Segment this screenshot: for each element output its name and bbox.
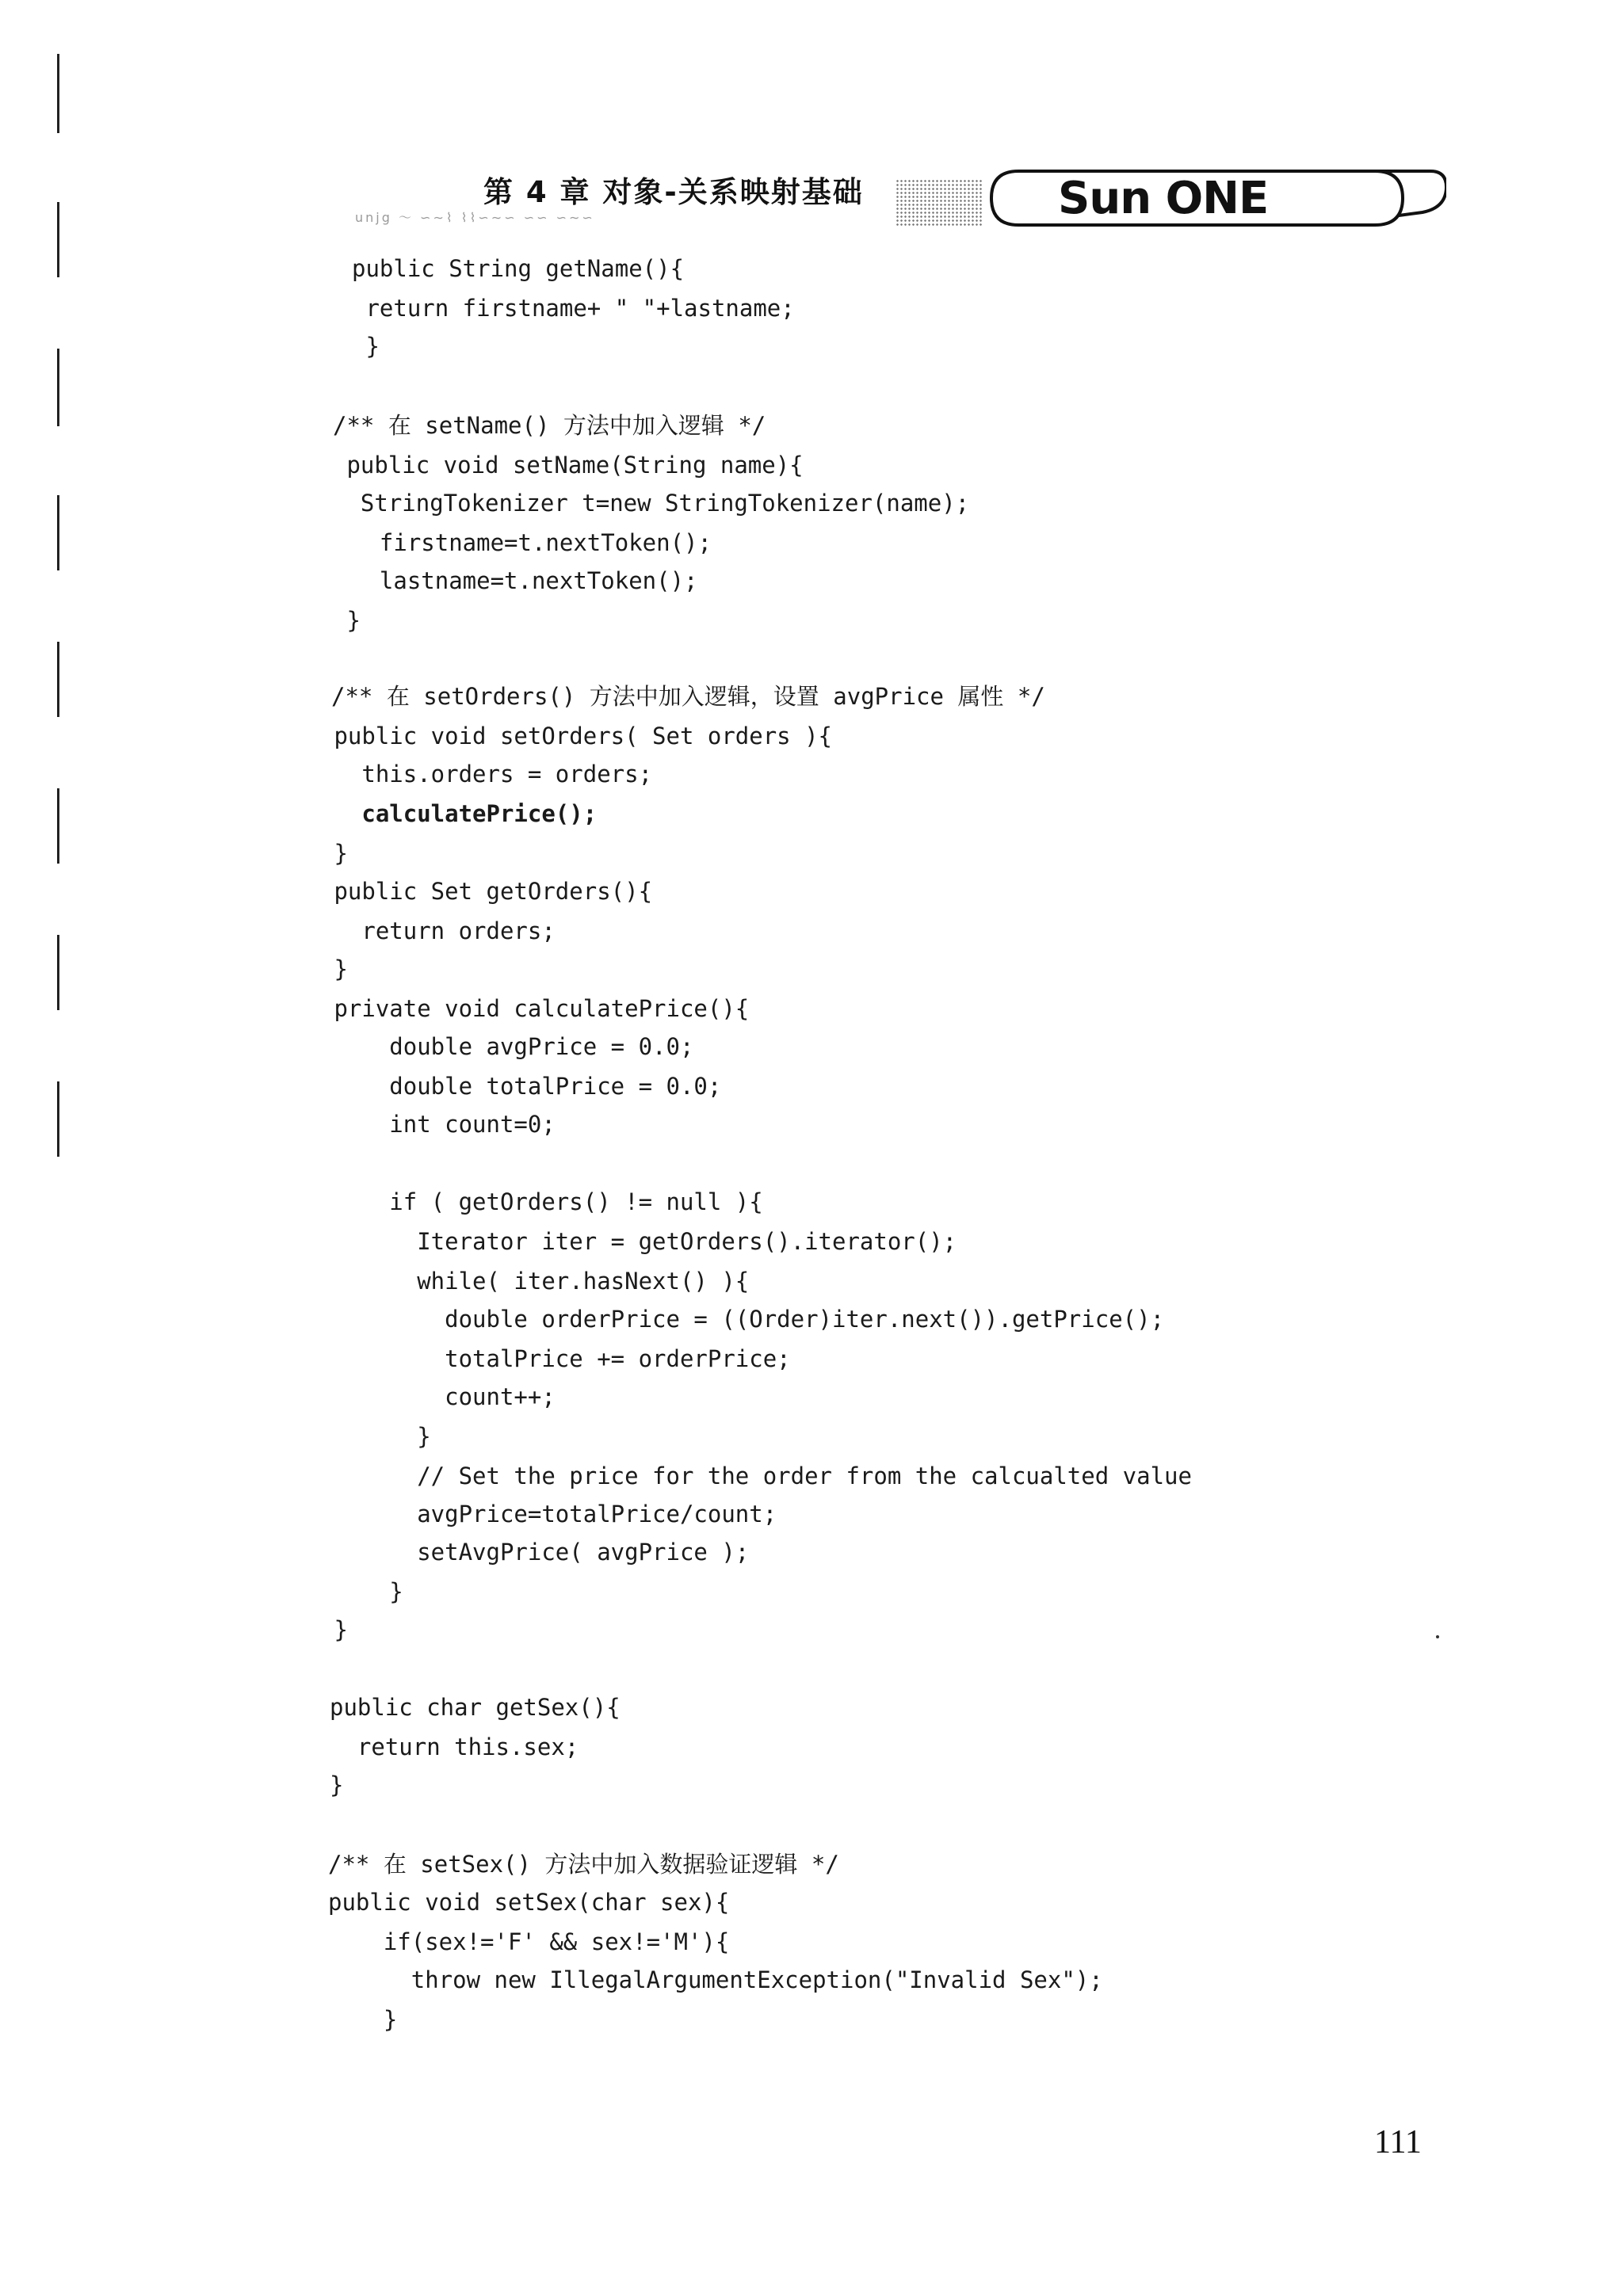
code-line: double orderPrice = ((Order)iter.next()).getPrice(); xyxy=(320,1306,1165,1333)
binding-mark xyxy=(57,54,59,133)
code-line: } xyxy=(320,840,348,867)
code-line: private void calculatePrice(){ xyxy=(320,995,750,1022)
code-line: this.orders = orders; xyxy=(320,761,653,788)
code-line: public Set getOrders(){ xyxy=(320,878,653,905)
code-line: } xyxy=(320,1616,348,1643)
code-line: lastname=t.nextToken(); xyxy=(352,567,698,594)
code-line: return this.sex; xyxy=(330,1733,579,1760)
code-line: double avgPrice = 0.0; xyxy=(320,1033,694,1060)
code-line: public char getSex(){ xyxy=(330,1694,621,1721)
binding-mark xyxy=(57,495,59,570)
sun-one-logo xyxy=(971,166,1446,230)
code-line: } xyxy=(328,2006,398,2033)
code-line: int count=0; xyxy=(320,1111,556,1138)
code-line: // Set the price for the order from the calcualted value xyxy=(320,1463,1192,1489)
scan-speck xyxy=(1436,1635,1439,1638)
code-line: Iterator iter = getOrders().iterator(); xyxy=(320,1228,957,1255)
code-line: while( iter.hasNext() ){ xyxy=(320,1268,750,1295)
binding-mark xyxy=(57,202,59,277)
logo-text: Sun ONE xyxy=(1058,173,1269,224)
binding-mark xyxy=(57,788,59,864)
code-line: public void setOrders( Set orders ){ xyxy=(320,723,833,749)
code-line: avgPrice=totalPrice/count; xyxy=(320,1501,777,1527)
code-line: firstname=t.nextToken(); xyxy=(352,529,712,556)
code-line: } xyxy=(333,607,361,634)
header-dither-pattern xyxy=(896,179,983,227)
code-line: } xyxy=(320,1578,403,1605)
code-line: public void setName(String name){ xyxy=(333,452,804,479)
chapter-title: 第 4 章 对象-关系映射基础 xyxy=(483,175,864,209)
binding-mark xyxy=(57,1081,59,1157)
code-line: totalPrice += orderPrice; xyxy=(320,1345,791,1372)
code-line: setAvgPrice( avgPrice ); xyxy=(320,1539,750,1566)
page-number: 111 xyxy=(1374,2124,1422,2161)
code-line: } xyxy=(320,955,348,982)
header-scan-noise: unjg ～ ∽∼⌇ ⌇⌇∽∼∽ ∽∽ ∽∼∽ xyxy=(355,210,595,225)
code-line: return firstname+ " "+lastname; xyxy=(352,295,795,322)
code-line: StringTokenizer t=new StringTokenizer(name); xyxy=(333,490,970,517)
code-line: public void setSex(char sex){ xyxy=(328,1889,730,1916)
code-line: } xyxy=(330,1772,344,1798)
binding-mark xyxy=(57,642,59,717)
code-line: } xyxy=(352,333,380,360)
code-line: /** 在 setName() 方法中加入逻辑 */ xyxy=(333,412,766,439)
binding-mark xyxy=(57,349,59,426)
code-line: public String getName(){ xyxy=(352,255,685,282)
code-line: if ( getOrders() != null ){ xyxy=(320,1188,763,1215)
code-line: return orders; xyxy=(320,917,556,944)
code-line: /** 在 setSex() 方法中加入数据验证逻辑 */ xyxy=(328,1851,839,1878)
code-line: double totalPrice = 0.0; xyxy=(320,1073,722,1100)
code-line: count++; xyxy=(320,1383,556,1410)
code-line: calculatePrice(); xyxy=(320,800,598,827)
code-line: /** 在 setOrders() 方法中加入逻辑，设置 avgPrice 属性 */ xyxy=(331,683,1045,710)
code-line: } xyxy=(320,1423,431,1450)
code-line: throw new IllegalArgumentException("Invalid Sex"); xyxy=(328,1966,1103,1993)
code-line: if(sex!='F' && sex!='M'){ xyxy=(328,1928,730,1955)
binding-mark xyxy=(57,935,59,1010)
